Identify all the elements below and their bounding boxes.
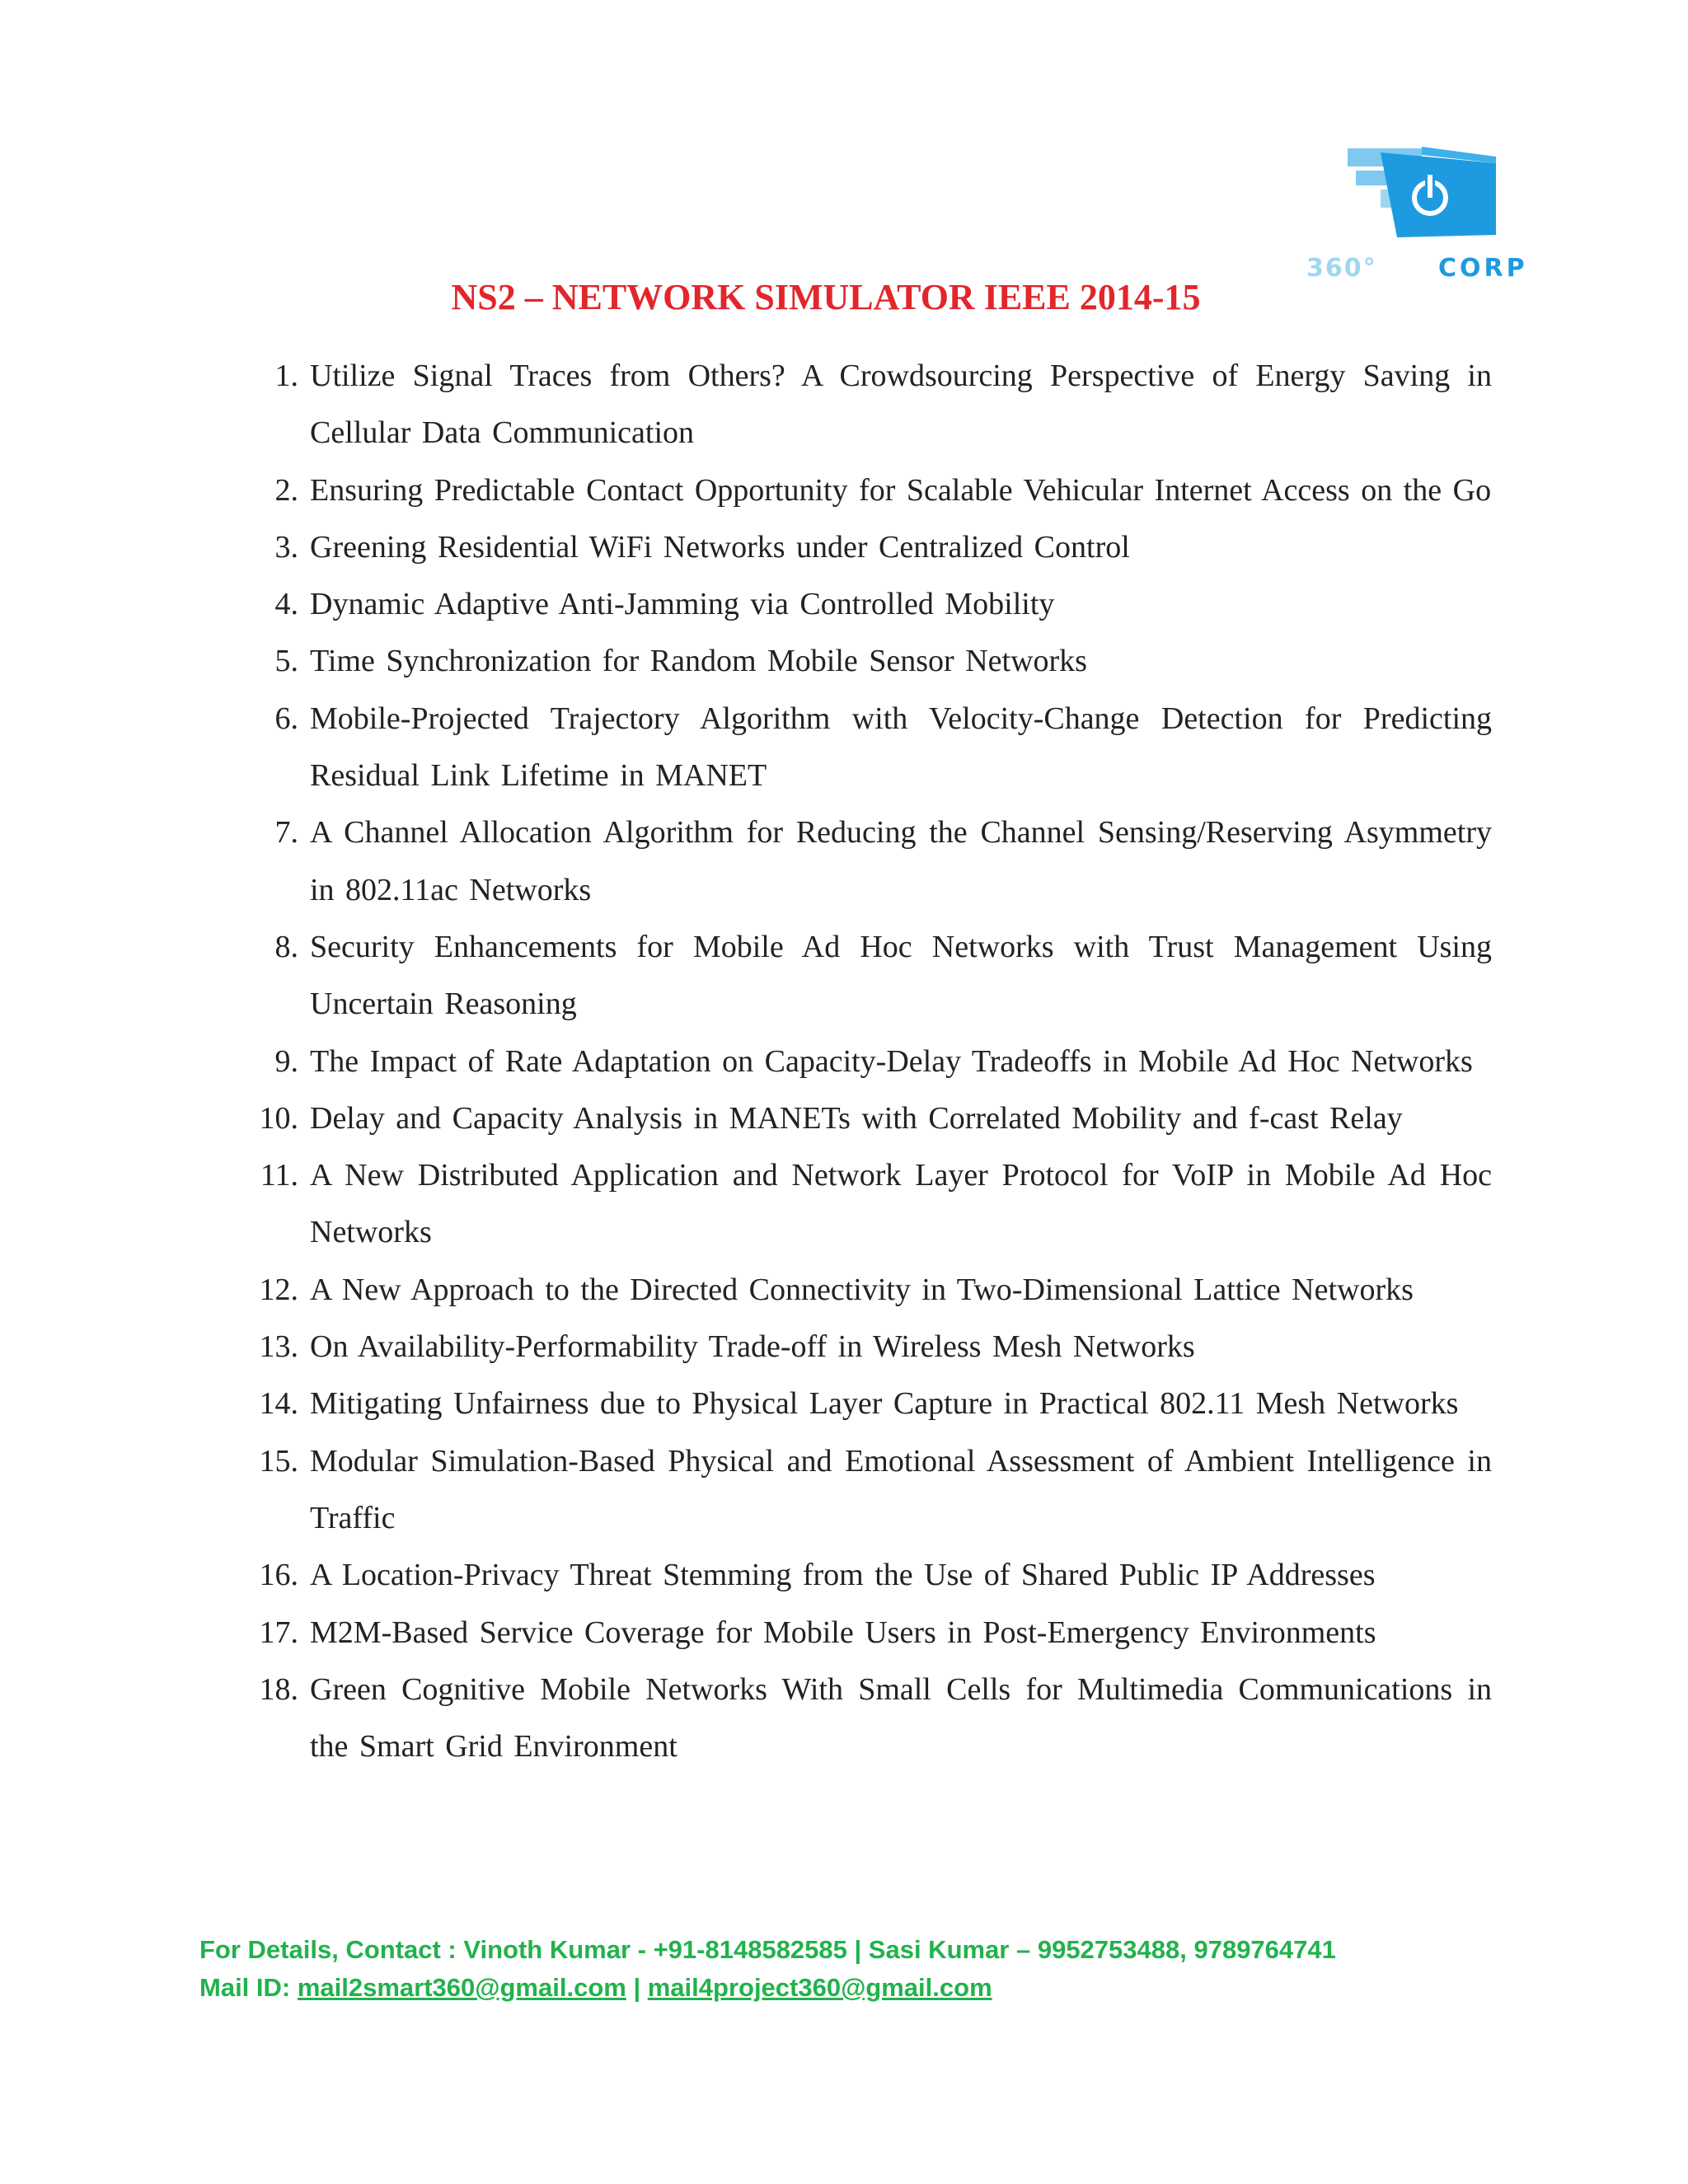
item-text: Ensuring Predictable Contact Opportunity for Scalable Vehicular Internet Access on the Go	[310, 472, 1492, 508]
list-item	[239, 1605, 1492, 1661]
item-text: Greening Residential WiFi Networks under Centralized Control	[310, 529, 1130, 565]
item-number: 15.	[259, 1443, 298, 1479]
item-number: 3.	[274, 529, 298, 565]
list-item	[239, 1262, 1492, 1319]
item-text: Modular Simulation-Based Physical and Emotional Assessment of Ambient Intelligence in Traffic	[310, 1443, 1492, 1535]
list-item	[239, 691, 1492, 805]
list-item	[239, 919, 1492, 1033]
mail-separator: |	[626, 1973, 648, 2002]
list-item	[239, 804, 1492, 919]
item-text: Delay and Capacity Analysis in MANETs with Correlated Mobility and f-cast Relay	[310, 1100, 1403, 1136]
list-item	[239, 1319, 1492, 1376]
item-number: 10.	[259, 1100, 298, 1136]
company-logo	[1298, 132, 1545, 284]
list-item	[239, 348, 1492, 462]
item-text: A Location-Privacy Threat Stemming from the Use of Shared Public IP Addresses	[310, 1558, 1376, 1593]
item-text: Mobile-Projected Trajectory Algorithm with Velocity-Change Detection for Predicting Residual Link Lifetime in MANET	[310, 701, 1492, 794]
email-link-2[interactable]: mail4project360@gmail.com	[647, 1973, 992, 2002]
topic-list	[239, 348, 1492, 1775]
contact-line: For Details, Contact : Vinoth Kumar - +91-8148582585 | Sasi Kumar – 9952753488, 9789764741	[199, 1935, 1336, 1964]
item-number: 9.	[274, 1043, 298, 1079]
list-item	[239, 1033, 1492, 1090]
list-item	[239, 633, 1492, 690]
item-text: Time Synchronization for Random Mobile Sensor Networks	[310, 644, 1087, 679]
list-item	[239, 519, 1492, 576]
item-text: On Availability-Performability Trade-off in Wireless Mesh Networks	[310, 1329, 1195, 1365]
list-item	[239, 462, 1492, 519]
item-text: A New Approach to the Directed Connectivity in Two-Dimensional Lattice Networks	[310, 1272, 1414, 1307]
item-number: 7.	[274, 815, 298, 851]
item-number: 14.	[259, 1386, 298, 1422]
item-number: 1.	[274, 359, 298, 393]
power-icon-logo	[1298, 132, 1545, 284]
email-link-1[interactable]: mail2smart360@gmail.com	[297, 1973, 626, 2002]
list-item	[239, 1547, 1492, 1604]
item-text: Green Cognitive Mobile Networks With Small Cells for Multimedia Communications in the Smart Grid Environment	[310, 1671, 1492, 1765]
item-number: 11.	[260, 1158, 298, 1193]
mail-line	[199, 1969, 1336, 2007]
item-text: Utilize Signal Traces from Others? A Crowdsourcing Perspective of Energy Saving in Cellular Data Communication	[310, 359, 1492, 451]
document-title	[0, 276, 1688, 318]
item-number: 16.	[259, 1558, 298, 1593]
contact-footer	[199, 1931, 1336, 2007]
item-text: A New Distributed Application and Network Layer Protocol for VoIP in Mobile Ad Hoc Networks	[310, 1158, 1492, 1250]
svg-text:CORP: CORP	[1438, 254, 1528, 283]
item-text: A Channel Allocation Algorithm for Reducing the Channel Sensing/Reserving Asymmetry in 802.11ac Networks	[310, 815, 1492, 907]
item-text: Mitigating Unfairness due to Physical Layer Capture in Practical 802.11 Mesh Networks	[310, 1386, 1459, 1422]
mail-label: Mail ID:	[199, 1973, 298, 2002]
list-item	[239, 1661, 1492, 1776]
list-item	[239, 1147, 1492, 1262]
list-item	[239, 1433, 1492, 1548]
item-number: 5.	[274, 644, 298, 679]
list-item	[239, 576, 1492, 633]
item-number: 4.	[274, 587, 298, 622]
list-item	[239, 1090, 1492, 1147]
item-number: 18.	[259, 1671, 298, 1707]
item-number: 13.	[259, 1329, 298, 1365]
svg-text:360°: 360°	[1306, 254, 1377, 283]
item-text: M2M-Based Service Coverage for Mobile Users in Post-Emergency Environments	[310, 1615, 1376, 1650]
item-text: Dynamic Adaptive Anti-Jamming via Controlled Mobility	[310, 587, 1055, 622]
item-text: Security Enhancements for Mobile Ad Hoc Networks with Trust Management Using Uncertain Reasoning	[310, 929, 1492, 1022]
title-text: NS2 – NETWORK SIMULATOR IEEE 2014-15	[451, 277, 1201, 317]
item-number: 12.	[259, 1272, 298, 1307]
item-number: 6.	[274, 701, 298, 736]
item-text: The Impact of Rate Adaptation on Capacity-Delay Tradeoffs in Mobile Ad Hoc Networks	[310, 1043, 1473, 1079]
item-number: 2.	[274, 472, 298, 508]
list-item	[239, 1376, 1492, 1432]
item-number: 8.	[274, 929, 298, 964]
item-number: 17.	[259, 1615, 298, 1650]
